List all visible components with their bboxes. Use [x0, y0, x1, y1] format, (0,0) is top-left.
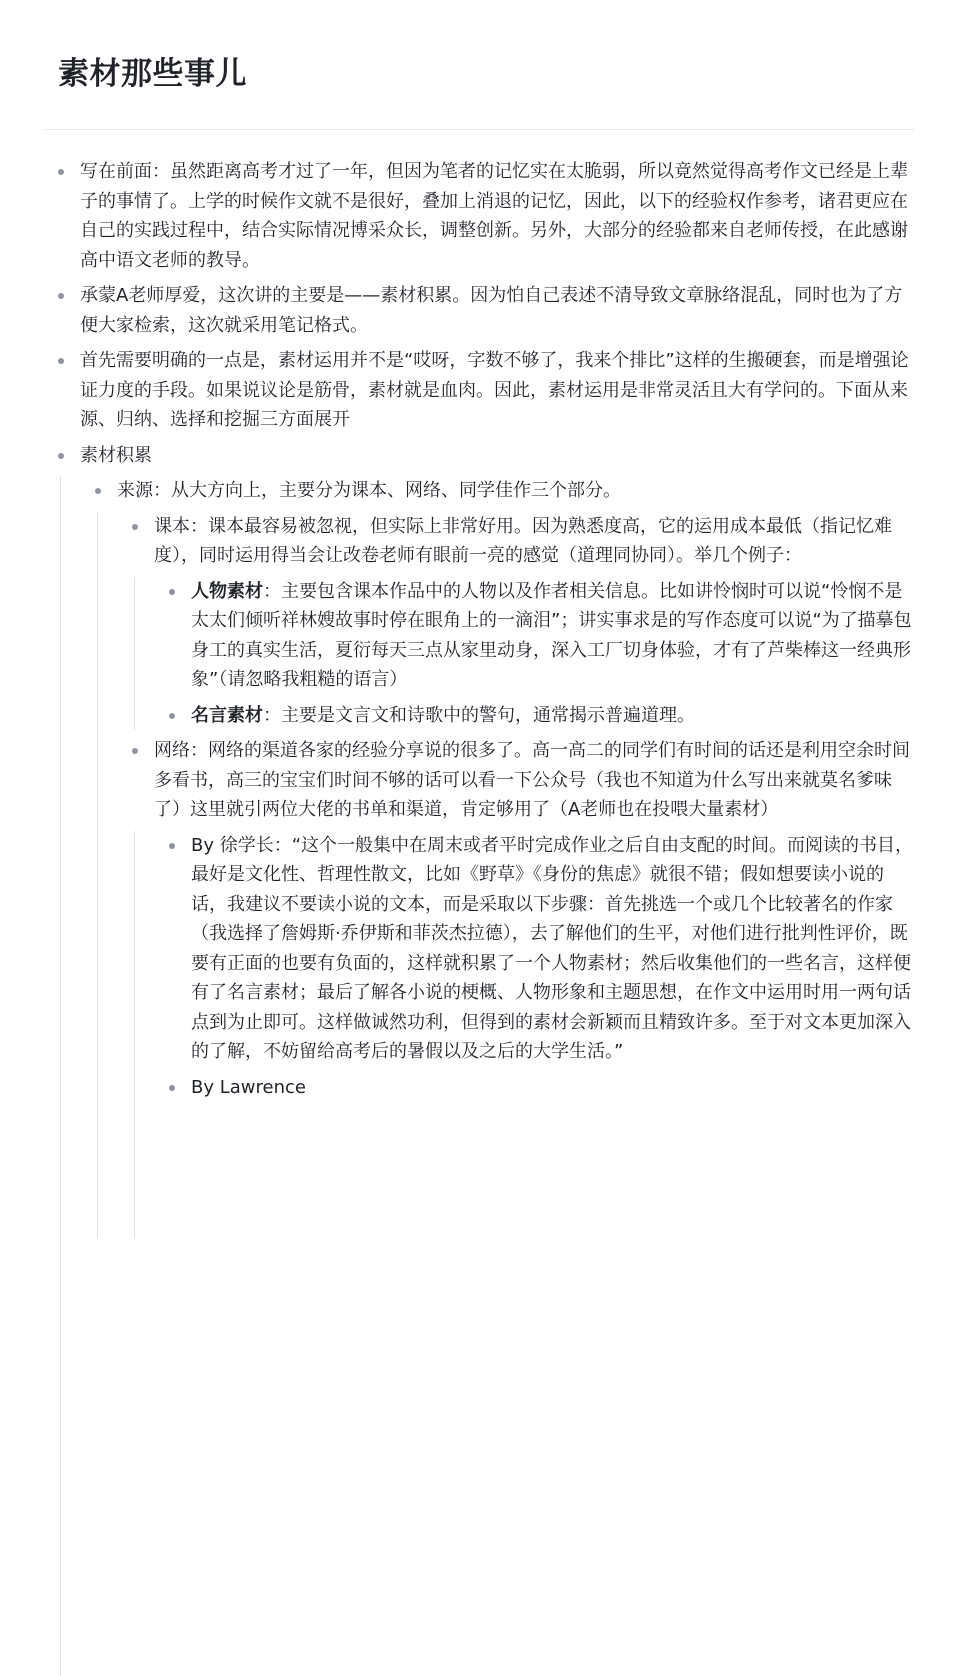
list-item [44, 346, 914, 435]
list-item-text [191, 701, 914, 731]
list-item-people-material [155, 577, 914, 695]
list-item-text: 来源：从大方向上，主要分为课本、网络、同学佳作三个部分。 [117, 476, 914, 506]
list-item-material-accumulation [44, 441, 914, 1676]
item-body: ：主要包含课本作品中的人物以及作者相关信息。比如讲怜悯时可以说“怜悯不是太太们倾听祥林嫂故事时停在眼角上的一滴泪”；讲实事求是的写作态度可以说“为了描摹包身工的真实生活，夏衍每天三点从家里动身，深入工厂切身体验，才有了芦柴棒这一经典形象”（请忽略我粗糙的语言） [191, 581, 912, 691]
list-item [44, 157, 914, 275]
item-body: ：主要是文言文和诗歌中的警句，通常揭示普遍道理。 [263, 705, 695, 726]
list-item [44, 281, 914, 340]
page-title: 素材那些事儿 [58, 52, 247, 96]
list-item-text: 素材积累 [80, 441, 914, 471]
document-body [44, 157, 914, 1676]
list-item-text: 首先需要明确的一点是，素材运用并不是“哎呀，字数不够了，我来个排比”这样的生搬硬套，而是增强论证力度的手段。如果说议论是筋骨，素材就是血肉。因此，素材运用是非常灵活且大有学问的。下面从来源、归纳、选择和挖掘三方面展开 [80, 346, 914, 435]
list-item-quote-material [155, 701, 914, 731]
title-divider [44, 129, 914, 130]
nested-list-level-3 [97, 512, 914, 1239]
list-item-text: By Lawrence [191, 1073, 914, 1103]
list-item-by-xu [155, 831, 914, 1067]
nested-list-level-4 [134, 577, 914, 731]
nested-list-level-4 [134, 831, 914, 1239]
list-item-text: 承蒙A老师厚爱，这次讲的主要是——素材积累。因为怕自己表述不清导致文章脉络混乱，同时也为了方便大家检索，这次就采用笔记格式。 [80, 281, 914, 340]
list-item-text: 网络：网络的渠道各家的经验分享说的很多了。高一高二的同学们有时间的话还是利用空余时间多看书，高三的宝宝们时间不够的话可以看一下公众号（我也不知道为什么写出来就莫名爹味了）这里就引两位大佬的书单和渠道，肯定够用了（A老师也在投喂大量素材） [154, 736, 914, 825]
bold-label: 人物素材 [191, 581, 263, 602]
list-item-network [118, 736, 914, 1238]
list-item-text: 课本：课本最容易被忽视，但实际上非常好用。因为熟悉度高，它的运用成本最低（指记忆难度），同时运用得当会让改卷老师有眼前一亮的感觉（道理同协同）。举几个例子： [154, 512, 914, 571]
list-item-by-lawrence [155, 1073, 914, 1103]
list-item-text: 写在前面：虽然距离高考才过了一年，但因为笔者的记忆实在太脆弱，所以竟然觉得高考作文已经是上辈子的事情了。上学的时候作文就不是很好，叠加上消退的记忆，因此，以下的经验权作参考，诸君更应在自己的实践过程中，结合实际情况博采众长，调整创新。另外，大部分的经验都来自老师传授，在此感谢高中语文老师的教导。 [80, 157, 914, 275]
list-item-source [81, 476, 914, 1238]
list-item-text: By 徐学长：“这个一般集中在周末或者平时完成作业之后自由支配的时间。而阅读的书目，最好是文化性、哲理性散文，比如《野草》《身份的焦虑》就很不错；假如想要读小说的话，我建议不要读小说的文本，而是采取以下步骤：首先挑选一个或几个比较著名的作家（我选择了詹姆斯·乔伊斯和菲茨杰拉德），去了解他们的生平，对他们进行批判性评价，既要有正面的也要有负面的，这样就积累了一个人物素材；然后收集他们的一些名言，这样便有了名言素材；最后了解各小说的梗概、人物形象和主题思想，在作文中运用时用一两句话点到为止即可。这样做诚然功利，但得到的素材会新颖而且精致许多。至于对文本更加深入的了解，不妨留给高考后的暑假以及之后的大学生活。” [191, 831, 914, 1067]
list-item-textbook [118, 512, 914, 731]
bold-label: 名言素材 [191, 705, 263, 726]
top-level-list [44, 157, 914, 1676]
list-item-text [191, 577, 914, 695]
nested-list-level-2 [60, 476, 914, 1676]
